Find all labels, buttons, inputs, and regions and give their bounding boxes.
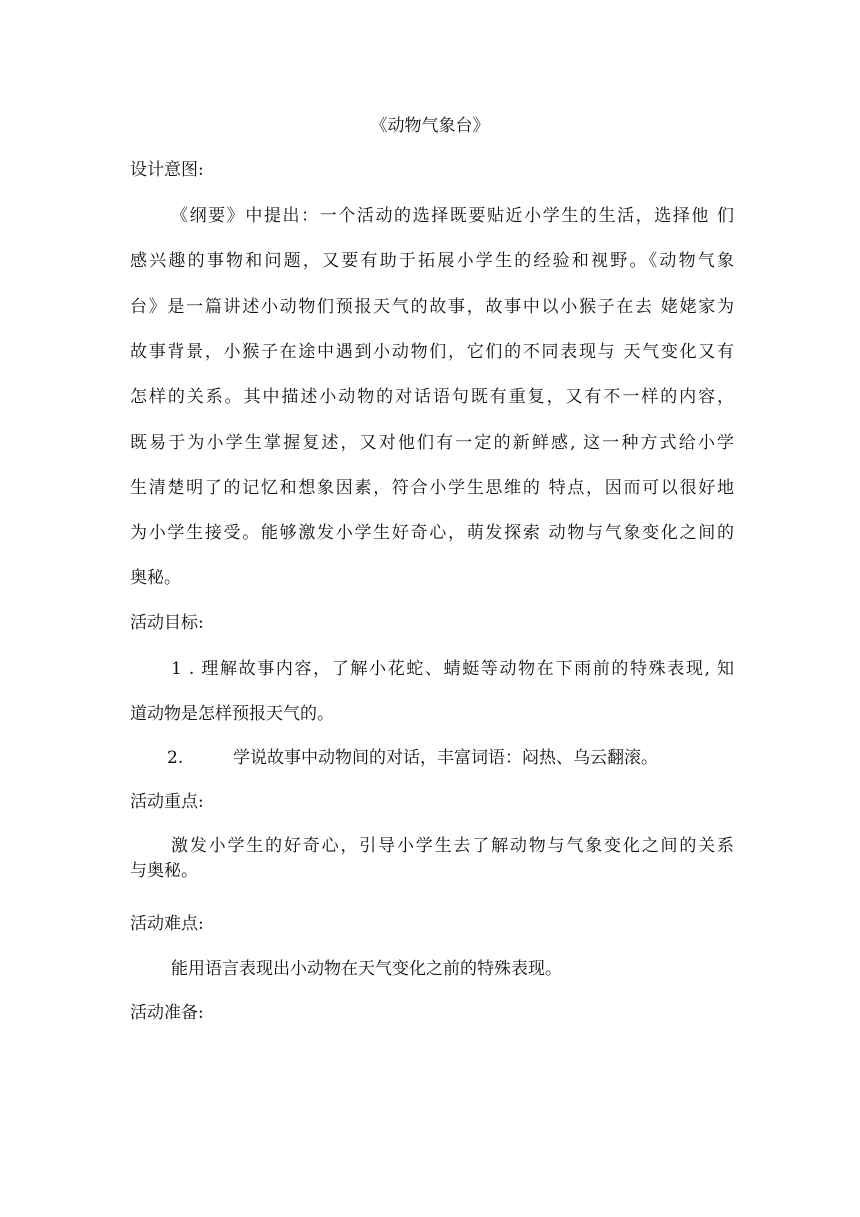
document-title: 《动物气象台》 xyxy=(370,116,490,136)
design-intent-line: 《纲要》中提出：一个活动的选择既要贴近小学生的生活，选择他 们 xyxy=(171,206,734,226)
key-points-text-continued: 与奥秘。 xyxy=(130,861,198,881)
design-intent-line: 生清楚明了的记忆和想象因素，符合小学生思维的 特点，因而可以很好地 xyxy=(130,478,734,498)
design-intent-line: 为小学生接受。能够激发小学生好奇心，萌发探索 动物与气象变化之间的 xyxy=(130,523,734,543)
design-intent-line: 感兴趣的事物和问题，又要有助于拓展小学生的经验和视野。《动物气象 xyxy=(130,251,734,271)
goal-item-1-continued: 道动物是怎样预报天气的。 xyxy=(130,704,334,724)
design-intent-heading: 设计意图: xyxy=(130,160,204,180)
design-intent-line: 既易于为小学生掌握复述，又对他们有一定的新鲜感, 这一种方式给小学 xyxy=(130,433,734,453)
preparation-heading: 活动准备: xyxy=(130,1003,204,1023)
goal-item-2: 学说故事中动物间的对话，丰富词语：闷热、乌云翻滚。 xyxy=(233,748,658,768)
goal-item-2-number: 2. xyxy=(167,748,184,768)
difficulty-heading: 活动难点: xyxy=(130,914,204,934)
key-points-heading: 活动重点: xyxy=(130,792,204,812)
difficulty-text: 能用语言表现出小动物在天气变化之前的特殊表现。 xyxy=(171,959,562,979)
design-intent-line: 台》是一篇讲述小动物们预报天气的故事，故事中以小猴子在去 姥姥家为 xyxy=(130,297,734,317)
design-intent-line: 怎样的关系。其中描述小动物的对话语句既有重复，又有不一样的内容， xyxy=(130,387,734,407)
activity-goals-heading: 活动目标: xyxy=(130,613,204,633)
design-intent-line: 奥秘。 xyxy=(130,568,181,588)
goal-item-1: 1 . 理解故事内容，了解小花蛇、蜻蜓等动物在下雨前的特殊表现, 知 xyxy=(171,659,734,679)
design-intent-line: 故事背景，小猴子在途中遇到小动物们，它们的不同表现与 天气变化又有 xyxy=(130,342,734,362)
key-points-text: 激发小学生的好奇心，引导小学生去了解动物与气象变化之间的关系 xyxy=(171,836,734,856)
